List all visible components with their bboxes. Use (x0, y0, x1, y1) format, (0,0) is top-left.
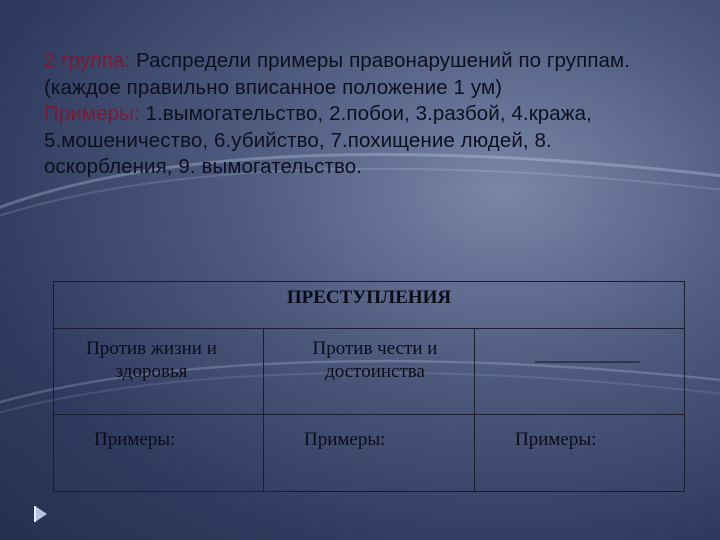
examples-cell-honor-dignity[interactable] (264, 415, 475, 492)
category-label-life-health: Против жизни и здоровья (86, 338, 217, 382)
examples-label-col1: Примеры: (94, 429, 176, 450)
category-cell-honor-dignity[interactable] (264, 329, 475, 415)
crimes-table (53, 281, 685, 492)
category-cell-blank[interactable] (475, 329, 685, 415)
group-label: 2 группа: (44, 49, 131, 72)
examples-label: Примеры: (44, 102, 140, 125)
examples-text: 1.вымогательство, 2.побои, 3.разбой, 4.кража, 5.мошеничество, 6.убийство, 7.похищение людей, 8. оскорбления, 9. вымогательство. (44, 102, 592, 178)
table-title-cell (54, 282, 685, 329)
examples-cell-life-health[interactable] (54, 415, 264, 492)
task-description (44, 48, 664, 181)
task-text: Распредели примеры правонарушений по группам. (каждое правильно вписанное положение 1 ум) (44, 49, 631, 99)
category-label-honor-dignity: Против чести и достоинства (312, 338, 438, 382)
category-label-blank: ___________ (535, 344, 640, 365)
category-cell-life-health[interactable] (54, 329, 264, 415)
play-arrow-icon[interactable] (34, 505, 48, 523)
examples-cell-blank[interactable] (475, 415, 685, 492)
table-title: ПРЕСТУПЛЕНИЯ (286, 287, 452, 308)
examples-label-col2: Примеры: (304, 429, 386, 450)
examples-label-col3: Примеры: (515, 429, 597, 450)
